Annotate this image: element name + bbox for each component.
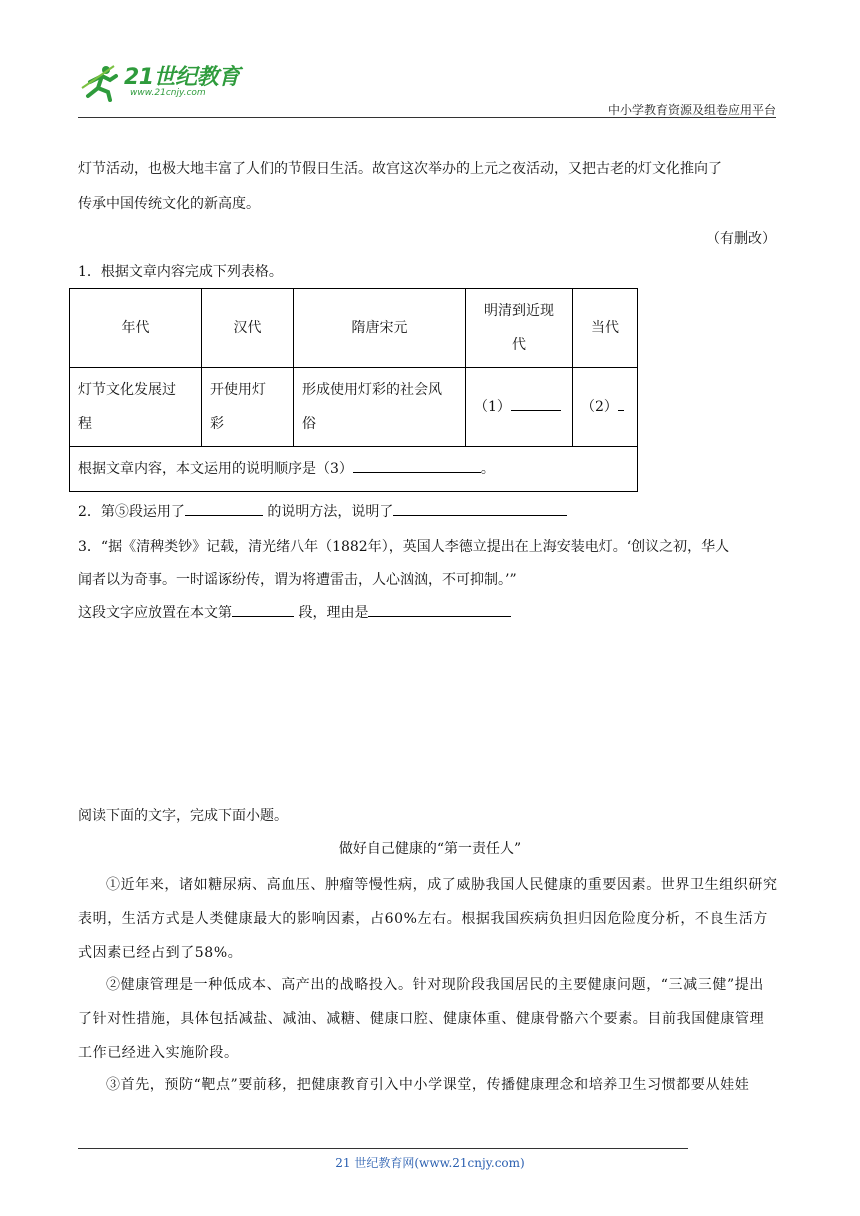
header-contemporary: 当代 <box>573 289 638 368</box>
site-logo <box>80 58 260 104</box>
header-sui-tang: 隋唐宋元 <box>294 289 466 368</box>
order-blank[interactable] <box>353 456 481 473</box>
brand-url: www.21cnjy.com <box>130 88 206 98</box>
header-divider <box>78 117 776 118</box>
edit-note: （有删改） <box>706 231 776 247</box>
reading-paragraph-1: ①近年来，诸如糖尿病、高血压、肿瘤等慢性病，成了威胁我国人民健康的重要因素。世界卫生组织研究表明，生活方式是人类健康最大的影响因素，占60%左右。根据我国疾病负担归因危险度分析，不良生活方式因素已经占到了58%。 <box>78 877 778 961</box>
cell-sui-tang: 形成使用灯彩的社会风 俗 <box>294 368 466 447</box>
reading-title: 做好自己健康的“第一责任人” <box>338 841 522 857</box>
cell-han: 开使用灯 彩 <box>202 368 294 447</box>
platform-title: 中小学教育资源及组卷应用平台 <box>607 103 776 117</box>
header-era: 年代 <box>70 289 202 368</box>
q2: 2．第⑤段运用了 的说明方法，说明了 <box>78 498 567 526</box>
q3-blank-1[interactable] <box>232 600 294 617</box>
q3-line-2: 闻者以为奇事。一时谣诼纷传，谓为将遭雷击，人心汹汹，不可抑制。’” <box>78 572 517 588</box>
footer-divider <box>78 1148 688 1149</box>
footer-link[interactable]: 21 世纪教育网(www.21cnjy.com) <box>335 1156 525 1170</box>
q2-blank-1[interactable] <box>185 499 263 516</box>
intro-line-1: 灯节活动，也极大地丰富了人们的节假日生活。故宫这次举办的上元之夜活动，又把古老的灯文化推向了 <box>78 161 722 177</box>
q3-line-3: 这段文字应放置在本文第 段，理由是 <box>78 599 511 627</box>
brand-name: 21世纪教育 <box>124 65 240 90</box>
cell-blank-2[interactable]: （2） <box>573 368 638 447</box>
reading-instruction: 阅读下面的文字，完成下面小题。 <box>78 808 288 824</box>
order-row: 根据文章内容，本文运用的说明顺序是（3） 。 <box>70 447 638 492</box>
header-ming-qing: 明清到近现 代 <box>466 289 573 368</box>
q2-blank-2[interactable] <box>393 499 567 516</box>
q1-table <box>69 288 638 492</box>
row-label: 灯节文化发展过 程 <box>70 368 202 447</box>
cell-blank-1[interactable]: （1） <box>466 368 573 447</box>
reading-paragraph-3: ③首先，预防“靶点”要前移，把健康教育引入中小学课堂，传播健康理念和培养卫生习惯都要从娃娃 <box>106 1077 750 1093</box>
runner-logo-icon <box>80 62 122 102</box>
reading-paragraph-2: ②健康管理是一种低成本、高产出的战略投入。针对现阶段我国居民的主要健康问题，“三减三健”提出了针对性措施，具体包括减盐、减油、减糖、健康口腔、健康体重、健康骨骼六个要素。目前我国健康管理工作已经进入实施阶段。 <box>78 977 765 1061</box>
q3-line-1: 3．“据《清稗类钞》记载，清光绪八年（1882年），英国人李德立提出在上海安装电灯。‘创议之初，华人 <box>78 539 730 555</box>
header-han: 汉代 <box>202 289 294 368</box>
q3-blank-2[interactable] <box>368 600 511 617</box>
intro-line-2: 传承中国传统文化的新高度。 <box>78 196 260 212</box>
q1-prompt: 1．根据文章内容完成下列表格。 <box>78 264 283 280</box>
